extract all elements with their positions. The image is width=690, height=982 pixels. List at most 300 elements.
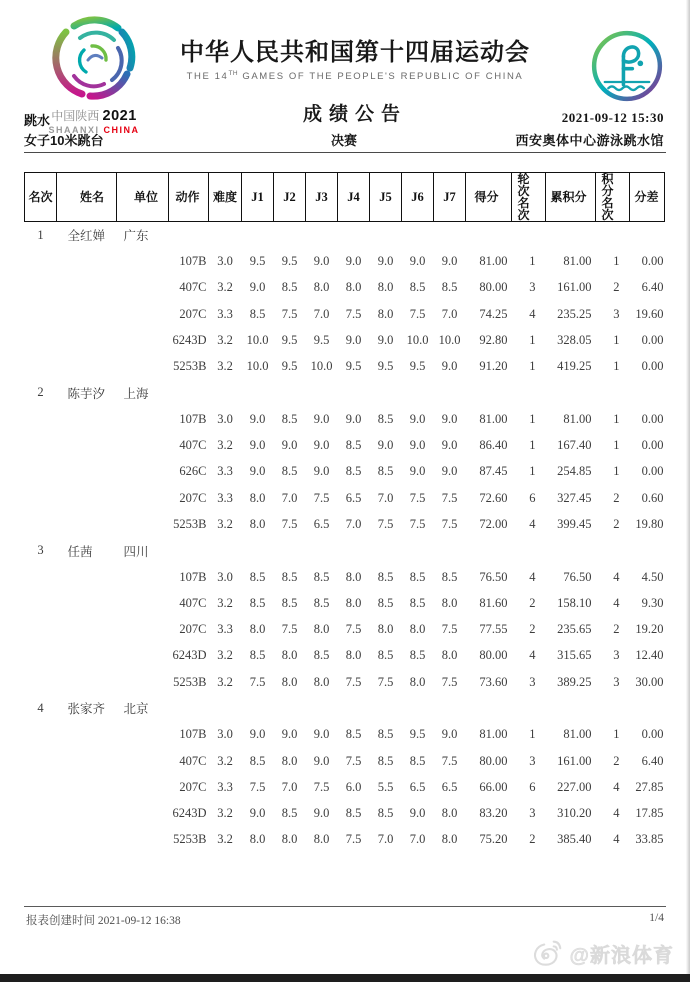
cell-j3: 9.0	[313, 753, 330, 768]
cell-j7: 8.0	[441, 595, 458, 610]
athlete-row	[25, 695, 665, 721]
cell-name: 全红婵	[67, 229, 106, 244]
cell-j6: 8.5	[409, 595, 426, 610]
cell-empty	[57, 511, 117, 537]
cell-j2: 8.5	[281, 806, 298, 821]
cell-difficulty: 3.3	[217, 622, 233, 637]
cell-empty	[306, 695, 338, 721]
cell-empty	[117, 827, 169, 853]
cell-score: 81.00	[479, 253, 508, 268]
cell-cumulative-score: 227.00	[557, 779, 592, 794]
cell-empty	[209, 538, 242, 564]
cell-j6: 8.5	[409, 648, 426, 663]
cell-empty	[117, 353, 169, 379]
cell-empty	[57, 722, 117, 748]
cell-j5: 7.5	[377, 674, 394, 689]
cell-cumulative-score: 161.00	[557, 280, 592, 295]
cell-j1: 8.5	[249, 753, 266, 768]
cell-j6: 9.0	[409, 464, 426, 479]
emblem-region-cn: 中国陕西	[51, 109, 100, 123]
cell-j7: 9.0	[441, 438, 458, 453]
cell-empty	[117, 327, 169, 353]
cell-round-rank: 1	[529, 727, 536, 742]
cell-j7: 9.0	[441, 464, 458, 479]
cell-empty	[546, 695, 596, 721]
col-header-j6: J6	[402, 173, 434, 222]
cell-cumulative-score: 328.05	[557, 332, 592, 347]
cell-cumulative-score: 254.85	[557, 464, 592, 479]
cell-difficulty: 3.0	[217, 253, 233, 268]
cell-j5: 7.0	[377, 490, 394, 505]
cell-j1: 8.0	[249, 832, 266, 847]
cell-j5: 8.5	[377, 648, 394, 663]
cell-empty	[338, 538, 370, 564]
cell-j7: 6.5	[441, 779, 458, 794]
cell-empty	[274, 538, 306, 564]
cell-points-rank: 4	[613, 832, 620, 847]
dive-row	[25, 827, 665, 853]
cell-empty	[57, 459, 117, 485]
cell-j2: 7.5	[281, 622, 298, 637]
cell-empty	[306, 538, 338, 564]
cell-j4: 7.5	[345, 674, 362, 689]
cell-j6: 9.0	[409, 411, 426, 426]
cell-cumulative-score: 419.25	[557, 359, 592, 374]
cell-empty	[25, 643, 57, 669]
cell-j4: 7.5	[345, 622, 362, 637]
dive-row	[25, 485, 665, 511]
cell-j2: 8.0	[281, 832, 298, 847]
cell-empty	[25, 248, 57, 274]
page-title-en	[140, 70, 570, 82]
cell-round-rank: 3	[529, 753, 536, 768]
created-time: 2021-09-12 16:38	[97, 915, 181, 927]
dive-row	[25, 275, 665, 301]
cell-score: 92.80	[479, 332, 508, 347]
cell-j4: 8.0	[345, 569, 362, 584]
cell-j1: 9.0	[249, 438, 266, 453]
page-number: 1/4	[649, 912, 664, 924]
cell-empty	[117, 275, 169, 301]
cell-rank: 3	[37, 543, 44, 558]
cell-empty	[57, 669, 117, 695]
cell-j3: 8.0	[313, 280, 330, 295]
cell-score: 81.00	[479, 411, 508, 426]
dive-row	[25, 248, 665, 274]
cell-j1: 8.0	[249, 516, 266, 531]
cell-empty	[25, 511, 57, 537]
diving-pictogram-icon	[587, 26, 667, 106]
cell-j2: 7.5	[281, 306, 298, 321]
cell-points-rank: 3	[613, 306, 620, 321]
cell-margin: 12.40	[635, 648, 664, 663]
cell-j6: 8.0	[409, 674, 426, 689]
cell-difficulty: 3.2	[217, 332, 233, 347]
cell-j3: 9.0	[313, 464, 330, 479]
cell-j3: 9.0	[313, 727, 330, 742]
cell-empty	[57, 248, 117, 274]
cell-cumulative-score: 235.25	[557, 306, 592, 321]
cell-empty	[274, 222, 306, 249]
cell-difficulty: 3.2	[217, 595, 233, 610]
sina-sports-watermark	[531, 936, 674, 970]
cell-round-rank: 4	[529, 516, 536, 531]
cell-j3: 9.0	[313, 806, 330, 821]
cell-rank: 2	[37, 385, 44, 400]
cell-empty	[596, 380, 630, 406]
cell-team: 北京	[123, 702, 149, 717]
cell-empty	[370, 695, 402, 721]
cell-j7: 8.5	[441, 569, 458, 584]
cell-empty	[596, 695, 630, 721]
created-label: 报表创建时间	[26, 915, 95, 927]
cell-cumulative-score: 81.00	[563, 253, 592, 268]
cell-j3: 8.5	[313, 595, 330, 610]
cell-name: 张家齐	[67, 702, 106, 717]
cell-j4: 7.5	[345, 753, 362, 768]
cell-j7: 8.0	[441, 648, 458, 663]
cell-score: 81.00	[479, 727, 508, 742]
cell-j1: 8.5	[249, 569, 266, 584]
cell-empty	[25, 327, 57, 353]
dive-row	[25, 564, 665, 590]
cell-empty	[546, 538, 596, 564]
cell-score: 80.00	[479, 648, 508, 663]
cell-j1: 10.0	[246, 359, 269, 374]
cell-score: 72.00	[479, 516, 508, 531]
cell-empty	[169, 380, 209, 406]
dive-row	[25, 301, 665, 327]
cell-empty	[169, 222, 209, 249]
cell-empty	[57, 590, 117, 616]
cell-j4: 6.0	[345, 779, 362, 794]
cell-j7: 8.0	[441, 806, 458, 821]
cell-score: 83.20	[479, 806, 508, 821]
cell-empty	[242, 380, 274, 406]
cell-empty	[242, 538, 274, 564]
cell-j3: 8.0	[313, 832, 330, 847]
cell-j2: 9.5	[281, 253, 298, 268]
cell-empty	[402, 695, 434, 721]
cell-j4: 9.0	[345, 332, 362, 347]
dive-row	[25, 774, 665, 800]
cell-team: 四川	[123, 544, 149, 559]
cell-empty	[57, 643, 117, 669]
cell-j7: 8.0	[441, 832, 458, 847]
cell-j3: 8.0	[313, 674, 330, 689]
cell-margin: 9.30	[641, 595, 664, 610]
cell-j3: 10.0	[310, 359, 333, 374]
cell-empty	[25, 616, 57, 642]
page-title: 中华人民共和国第十四届运动会	[180, 39, 530, 66]
cell-j7: 7.5	[441, 753, 458, 768]
cell-j6: 9.0	[409, 438, 426, 453]
cell-j5: 8.5	[377, 595, 394, 610]
cell-cumulative-score: 327.45	[557, 490, 592, 505]
title-en-prefix: THE 14	[186, 71, 229, 83]
cell-empty	[596, 222, 630, 249]
cell-j6: 8.5	[409, 280, 426, 295]
venue-label: 西安奥体中心游泳跳水馆	[515, 133, 664, 148]
cell-difficulty: 3.2	[217, 753, 233, 768]
cell-empty	[117, 669, 169, 695]
cell-empty	[466, 222, 512, 249]
cell-margin: 0.60	[641, 490, 664, 505]
cell-difficulty: 3.2	[217, 359, 233, 374]
cell-dive-code: 6243D	[172, 332, 207, 347]
cell-j5: 8.5	[377, 569, 394, 584]
event-info-line2	[24, 130, 664, 146]
cell-points-rank: 2	[613, 753, 620, 768]
cell-j1: 8.0	[249, 622, 266, 637]
cell-j5: 8.5	[377, 806, 394, 821]
cell-margin: 6.40	[641, 753, 664, 768]
cell-cumulative-score: 310.20	[557, 806, 592, 821]
cell-empty	[117, 801, 169, 827]
cell-margin: 27.85	[635, 779, 664, 794]
col-header-points-rank: 积分 名次	[596, 173, 630, 222]
cell-cumulative-score: 161.00	[557, 753, 592, 768]
cell-j4: 8.5	[345, 806, 362, 821]
cell-dive-code: 107B	[179, 253, 207, 268]
cell-j4: 7.0	[345, 516, 362, 531]
cell-empty	[117, 459, 169, 485]
cell-points-rank: 2	[613, 490, 620, 505]
cell-dive-code: 407C	[179, 280, 207, 295]
cell-empty	[25, 748, 57, 774]
cell-empty	[117, 616, 169, 642]
col-header-round-rank: 轮次 名次	[512, 173, 546, 222]
dive-row	[25, 406, 665, 432]
cell-j7: 8.5	[441, 280, 458, 295]
cell-cumulative-score: 158.10	[557, 595, 592, 610]
cell-margin: 30.00	[635, 674, 664, 689]
cell-difficulty: 3.2	[217, 516, 233, 531]
col-header-margin: 分差	[630, 173, 665, 222]
cell-j6: 9.0	[409, 253, 426, 268]
cell-points-rank: 1	[613, 727, 620, 742]
cell-round-rank: 4	[529, 569, 536, 584]
cell-empty	[57, 327, 117, 353]
cell-score: 86.40	[479, 438, 508, 453]
cell-j4: 8.0	[345, 595, 362, 610]
cell-dive-code: 407C	[179, 753, 207, 768]
cell-empty	[25, 774, 57, 800]
cell-dive-code: 407C	[179, 595, 207, 610]
cell-empty	[25, 432, 57, 458]
sport-label: 跳水	[24, 113, 51, 128]
cell-round-rank: 2	[529, 595, 536, 610]
cell-round-rank: 2	[529, 622, 536, 637]
diving-pictogram-block	[586, 26, 668, 111]
cell-j7: 7.5	[441, 490, 458, 505]
cell-j5: 8.0	[377, 280, 394, 295]
cell-j1: 7.5	[249, 779, 266, 794]
dive-row	[25, 511, 665, 537]
cell-empty	[57, 432, 117, 458]
cell-empty	[117, 564, 169, 590]
cell-cumulative-score: 389.25	[557, 674, 592, 689]
cell-empty	[630, 695, 665, 721]
event-datetime: 2021-09-12 15:30	[561, 110, 664, 125]
event-name-label: 女子10米跳台	[24, 133, 104, 148]
cell-difficulty: 3.0	[217, 569, 233, 584]
cell-empty	[169, 538, 209, 564]
cell-empty	[402, 380, 434, 406]
cell-j6: 9.5	[409, 727, 426, 742]
dive-row	[25, 327, 665, 353]
cell-score: 80.00	[479, 753, 508, 768]
shaanxi-games-emblem-icon	[52, 16, 136, 100]
athlete-row	[25, 222, 665, 249]
cell-j2: 8.0	[281, 674, 298, 689]
cell-margin: 19.20	[635, 622, 664, 637]
cell-round-rank: 3	[529, 280, 536, 295]
cell-j3: 9.0	[313, 253, 330, 268]
cell-j5: 8.5	[377, 411, 394, 426]
cell-empty	[25, 485, 57, 511]
cell-j3: 9.5	[313, 332, 330, 347]
cell-score: 76.50	[479, 569, 508, 584]
cell-empty	[546, 222, 596, 249]
cell-empty	[117, 248, 169, 274]
cell-j5: 9.0	[377, 438, 394, 453]
cell-empty	[57, 485, 117, 511]
cell-cumulative-score: 235.65	[557, 622, 592, 637]
cell-empty	[57, 564, 117, 590]
cell-score: 73.60	[479, 674, 508, 689]
cell-empty	[25, 722, 57, 748]
screenshot-bottom-bar	[0, 974, 690, 982]
cell-dive-code: 626C	[179, 464, 207, 479]
cell-j7: 9.0	[441, 727, 458, 742]
cell-empty	[169, 695, 209, 721]
cell-empty	[370, 222, 402, 249]
cell-j5: 5.5	[377, 779, 394, 794]
cell-empty	[242, 222, 274, 249]
cell-j4: 9.0	[345, 411, 362, 426]
cell-empty	[466, 695, 512, 721]
cell-round-rank: 1	[529, 438, 536, 453]
cell-j5: 8.5	[377, 753, 394, 768]
cell-points-rank: 3	[613, 648, 620, 663]
cell-j5: 9.0	[377, 332, 394, 347]
cell-round-rank: 1	[529, 253, 536, 268]
cell-j5: 8.5	[377, 464, 394, 479]
cell-j2: 8.5	[281, 411, 298, 426]
results-table	[24, 172, 665, 853]
cell-j6: 9.5	[409, 359, 426, 374]
cell-margin: 19.80	[635, 516, 664, 531]
cell-difficulty: 3.3	[217, 306, 233, 321]
cell-margin: 0.00	[641, 359, 664, 374]
cell-dive-code: 6243D	[172, 806, 207, 821]
cell-margin: 0.00	[641, 464, 664, 479]
cell-points-rank: 1	[613, 332, 620, 347]
cell-j4: 7.5	[345, 306, 362, 321]
cell-empty	[630, 380, 665, 406]
results-table-header	[25, 173, 665, 222]
col-header-j1: J1	[242, 173, 274, 222]
cell-round-rank: 1	[529, 359, 536, 374]
cell-dive-code: 107B	[179, 727, 207, 742]
cell-empty	[117, 722, 169, 748]
cell-j3: 6.5	[313, 516, 330, 531]
cell-j7: 7.5	[441, 516, 458, 531]
cell-empty	[117, 748, 169, 774]
cell-empty	[117, 485, 169, 511]
cell-j3: 8.5	[313, 569, 330, 584]
cell-empty	[117, 406, 169, 432]
title-en-rest: GAMES OF THE PEOPLE'S REPUBLIC OF CHINA	[238, 71, 524, 83]
cell-empty	[512, 380, 546, 406]
cell-rank: 4	[37, 700, 44, 715]
cell-score: 74.25	[479, 306, 508, 321]
cell-empty	[117, 301, 169, 327]
cell-empty	[117, 511, 169, 537]
cell-j2: 8.5	[281, 595, 298, 610]
cell-j1: 8.5	[249, 595, 266, 610]
cell-j3: 7.0	[313, 306, 330, 321]
cell-empty	[117, 432, 169, 458]
cell-j2: 8.0	[281, 648, 298, 663]
cell-score: 75.20	[479, 832, 508, 847]
col-header-rank: 名次	[25, 173, 57, 222]
cell-empty	[596, 538, 630, 564]
cell-cumulative-score: 399.45	[557, 516, 592, 531]
watermark-text: @新浪体育	[569, 944, 674, 967]
cell-score: 72.60	[479, 490, 508, 505]
cell-j7: 9.0	[441, 411, 458, 426]
cell-j3: 8.0	[313, 622, 330, 637]
cell-dive-code: 5253B	[173, 832, 207, 847]
cell-j4: 8.0	[345, 648, 362, 663]
athlete-row	[25, 538, 665, 564]
cell-j4: 7.5	[345, 832, 362, 847]
cell-empty	[57, 774, 117, 800]
cell-round-rank: 6	[529, 779, 536, 794]
cell-dive-code: 207C	[179, 306, 207, 321]
cell-j6: 7.5	[409, 490, 426, 505]
cell-j3: 9.0	[313, 411, 330, 426]
cell-j2: 9.5	[281, 332, 298, 347]
cell-j4: 6.5	[345, 490, 362, 505]
cell-difficulty: 3.3	[217, 779, 233, 794]
cell-empty	[466, 538, 512, 564]
results-table-body	[25, 222, 665, 854]
cell-name: 陈芋汐	[67, 386, 106, 401]
cell-j1: 9.0	[249, 727, 266, 742]
cell-empty	[402, 222, 434, 249]
cell-empty	[25, 406, 57, 432]
cell-empty	[338, 222, 370, 249]
cell-difficulty: 3.3	[217, 464, 233, 479]
cell-cumulative-score: 315.65	[557, 648, 592, 663]
cell-points-rank: 2	[613, 622, 620, 637]
cell-empty	[117, 774, 169, 800]
cell-margin: 0.00	[641, 727, 664, 742]
cell-empty	[57, 353, 117, 379]
cell-dive-code: 407C	[179, 438, 207, 453]
cell-j4: 8.5	[345, 438, 362, 453]
cell-j3: 7.5	[313, 779, 330, 794]
cell-j6: 7.5	[409, 516, 426, 531]
footer-divider	[24, 906, 666, 907]
cell-empty	[57, 301, 117, 327]
cell-points-rank: 2	[613, 516, 620, 531]
col-header-score: 得分	[466, 173, 512, 222]
cell-j2: 7.5	[281, 516, 298, 531]
